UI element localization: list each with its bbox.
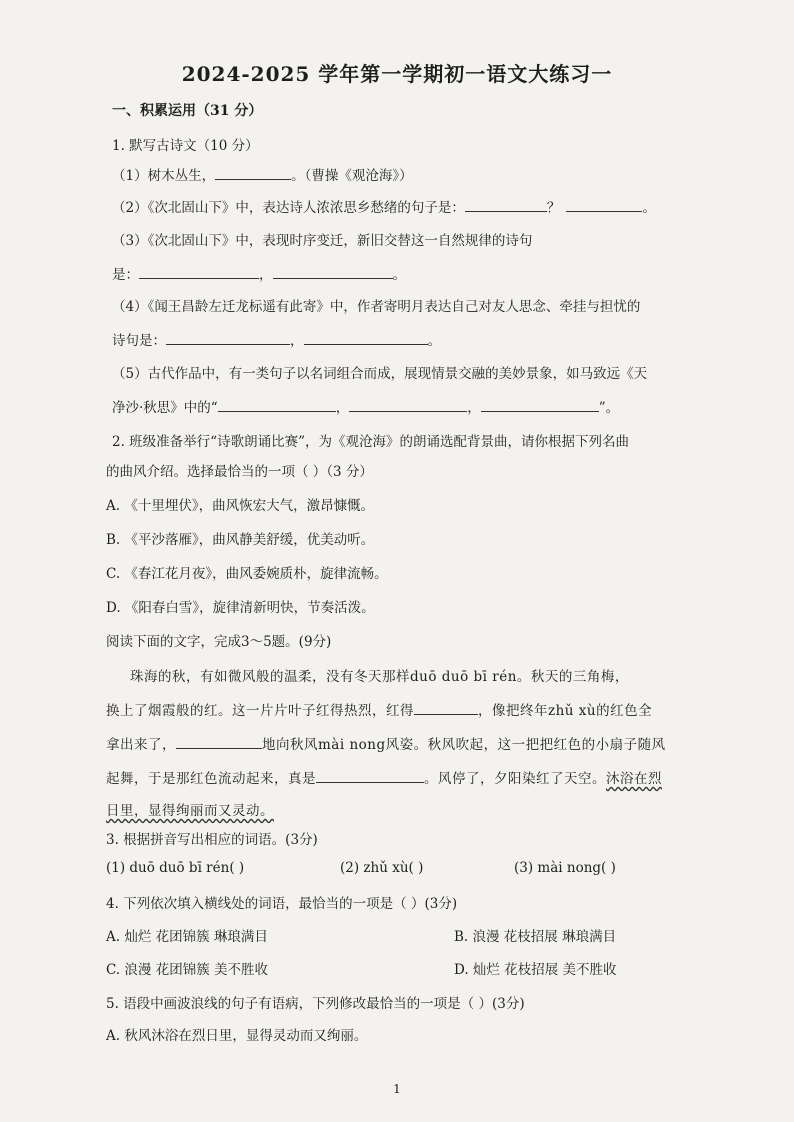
- question-1-part-1: [112, 164, 413, 184]
- answer-blank[interactable]: [465, 197, 547, 212]
- answer-blank[interactable]: [139, 264, 259, 279]
- question-3-item-3: (3) mài nong( ): [514, 860, 616, 876]
- text: 是：: [112, 267, 139, 283]
- text: 。: [427, 333, 441, 349]
- question-5-option-a[interactable]: A. 秋风沐浴在烈日里，显得灵动而又绚丽。: [106, 1028, 368, 1044]
- answer-blank[interactable]: [566, 197, 642, 212]
- question-2-option-a[interactable]: A. 《十里埋伏》，曲风恢宏大气，激昂慷慨。: [106, 498, 375, 514]
- question-5-stem: 5. 语段中画波浪线的句子有语病，下列修改最恰当的一项是（ ）(3分): [106, 996, 525, 1012]
- text: 换上了烟霞般的红。这一片片叶子红得热烈，红得: [106, 703, 414, 719]
- passage-line-1: 珠海的秋，有如微风般的温柔，没有冬天那样duō duō bī rén。秋天的三角梅，: [130, 669, 629, 685]
- answer-blank[interactable]: [481, 397, 599, 412]
- question-3-item-1: (1) duō duō bī rén( ): [106, 860, 245, 876]
- passage-line-4: [106, 767, 662, 787]
- question-2-option-c[interactable]: C. 《春江花月夜》，曲风委婉质朴，旋律流畅。: [106, 566, 388, 582]
- text: （2）《次北固山下》中，表达诗人浓浓思乡愁绪的句子是：: [112, 200, 465, 216]
- text: ”。: [598, 400, 620, 416]
- text: 地向秋风mài nong风姿。秋风吹起，这一把把红色的小扇子随风: [262, 737, 666, 753]
- text: 净沙·秋思》中的“: [112, 400, 218, 416]
- answer-blank[interactable]: [349, 397, 467, 412]
- text: ，: [290, 333, 304, 349]
- passage-line-3: [106, 733, 666, 753]
- text: ，: [259, 267, 273, 283]
- text: ，: [467, 400, 481, 416]
- question-3-item-2: (2) zhǔ xù( ): [340, 860, 424, 876]
- question-2-stem-line-2: 的曲风介绍。选择最恰当的一项（ ）（3 分）: [106, 464, 373, 480]
- question-3-stem: 3. 根据拼音写出相应的词语。(3分): [106, 832, 318, 848]
- question-2-option-b[interactable]: B. 《平沙落雁》，曲风静美舒缓，优美动听。: [106, 532, 375, 548]
- answer-blank[interactable]: [273, 264, 393, 279]
- text: 拿出来了，: [106, 737, 176, 753]
- question-4-option-c[interactable]: C. 浪漫 花团锦簇 美不胜收: [106, 962, 269, 978]
- text: ，: [335, 400, 350, 416]
- text: 。: [392, 267, 406, 283]
- question-1-part-4-answer: [112, 329, 441, 349]
- passage-line-5: [106, 799, 274, 819]
- answer-blank[interactable]: [414, 700, 478, 715]
- section-heading: 一、积累运用（31 分）: [112, 103, 263, 119]
- text: 。风停了，夕阳染红了天空。: [424, 771, 606, 787]
- text: ，像把终年zhǔ xù的红色全: [478, 703, 653, 719]
- answer-blank[interactable]: [215, 165, 291, 180]
- question-4-stem: 4. 下列依次填入横线处的词语，最恰当的一项是（ ）(3分): [106, 896, 458, 912]
- answer-blank[interactable]: [218, 397, 336, 412]
- answer-blank[interactable]: [176, 734, 262, 749]
- question-1-part-5-answer: [112, 396, 619, 416]
- answer-blank[interactable]: [316, 768, 424, 783]
- wavy-underlined-sentence: 日里，显得绚丽而又灵动。: [106, 803, 274, 819]
- answer-blank[interactable]: [166, 330, 290, 345]
- question-4-option-a[interactable]: A. 灿烂 花团锦簇 琳琅满目: [106, 929, 268, 945]
- question-1-part-5: （5）古代作品中，有一类句子以名词组合而成，展现情景交融的美妙景象，如马致远《天: [112, 366, 648, 382]
- question-1-part-2: [112, 196, 656, 216]
- question-2-stem-line-1: 2. 班级准备举行“诗歌朗诵比赛”，为《观沧海》的朗诵选配背景曲，请你根据下列名曲: [112, 434, 629, 450]
- question-4-option-d[interactable]: D. 灿烂 花枝招展 美不胜收: [454, 962, 617, 978]
- text: （1）树木丛生，: [112, 168, 216, 184]
- question-1-stem: 1. 默写古诗文（10 分）: [112, 138, 259, 154]
- answer-blank[interactable]: [304, 330, 428, 345]
- wavy-underlined-sentence: 沐浴在烈: [606, 771, 662, 787]
- question-1-part-4: （4）《闻王昌龄左迁龙标遥有此寄》中，作者寄明月表达自己对友人思念、牵挂与担忧的: [112, 299, 641, 315]
- question-4-option-b[interactable]: B. 浪漫 花枝招展 琳琅满目: [454, 929, 617, 945]
- reading-intro: 阅读下面的文字，完成3～5题。(9分): [106, 634, 332, 650]
- question-1-part-3: （3）《次北固山下》中，表现时序变迁，新旧交替这一自然规律的诗句: [112, 233, 533, 249]
- page-number: 1: [393, 1082, 401, 1096]
- text: 。: [642, 200, 656, 216]
- text: ？: [546, 200, 561, 216]
- question-2-option-d[interactable]: D. 《阳春白雪》，旋律清新明快，节奏活泼。: [106, 600, 375, 616]
- question-1-part-3-answer: [112, 263, 406, 283]
- text: 。（曹操《观沧海》）: [291, 168, 413, 184]
- page-title: 2024-2025 学年第一学期初一语文大练习一: [181, 62, 613, 86]
- passage-line-2: [106, 699, 652, 719]
- text: 起舞，于是那红色流动起来，真是: [106, 771, 316, 787]
- text: 诗句是：: [112, 333, 166, 349]
